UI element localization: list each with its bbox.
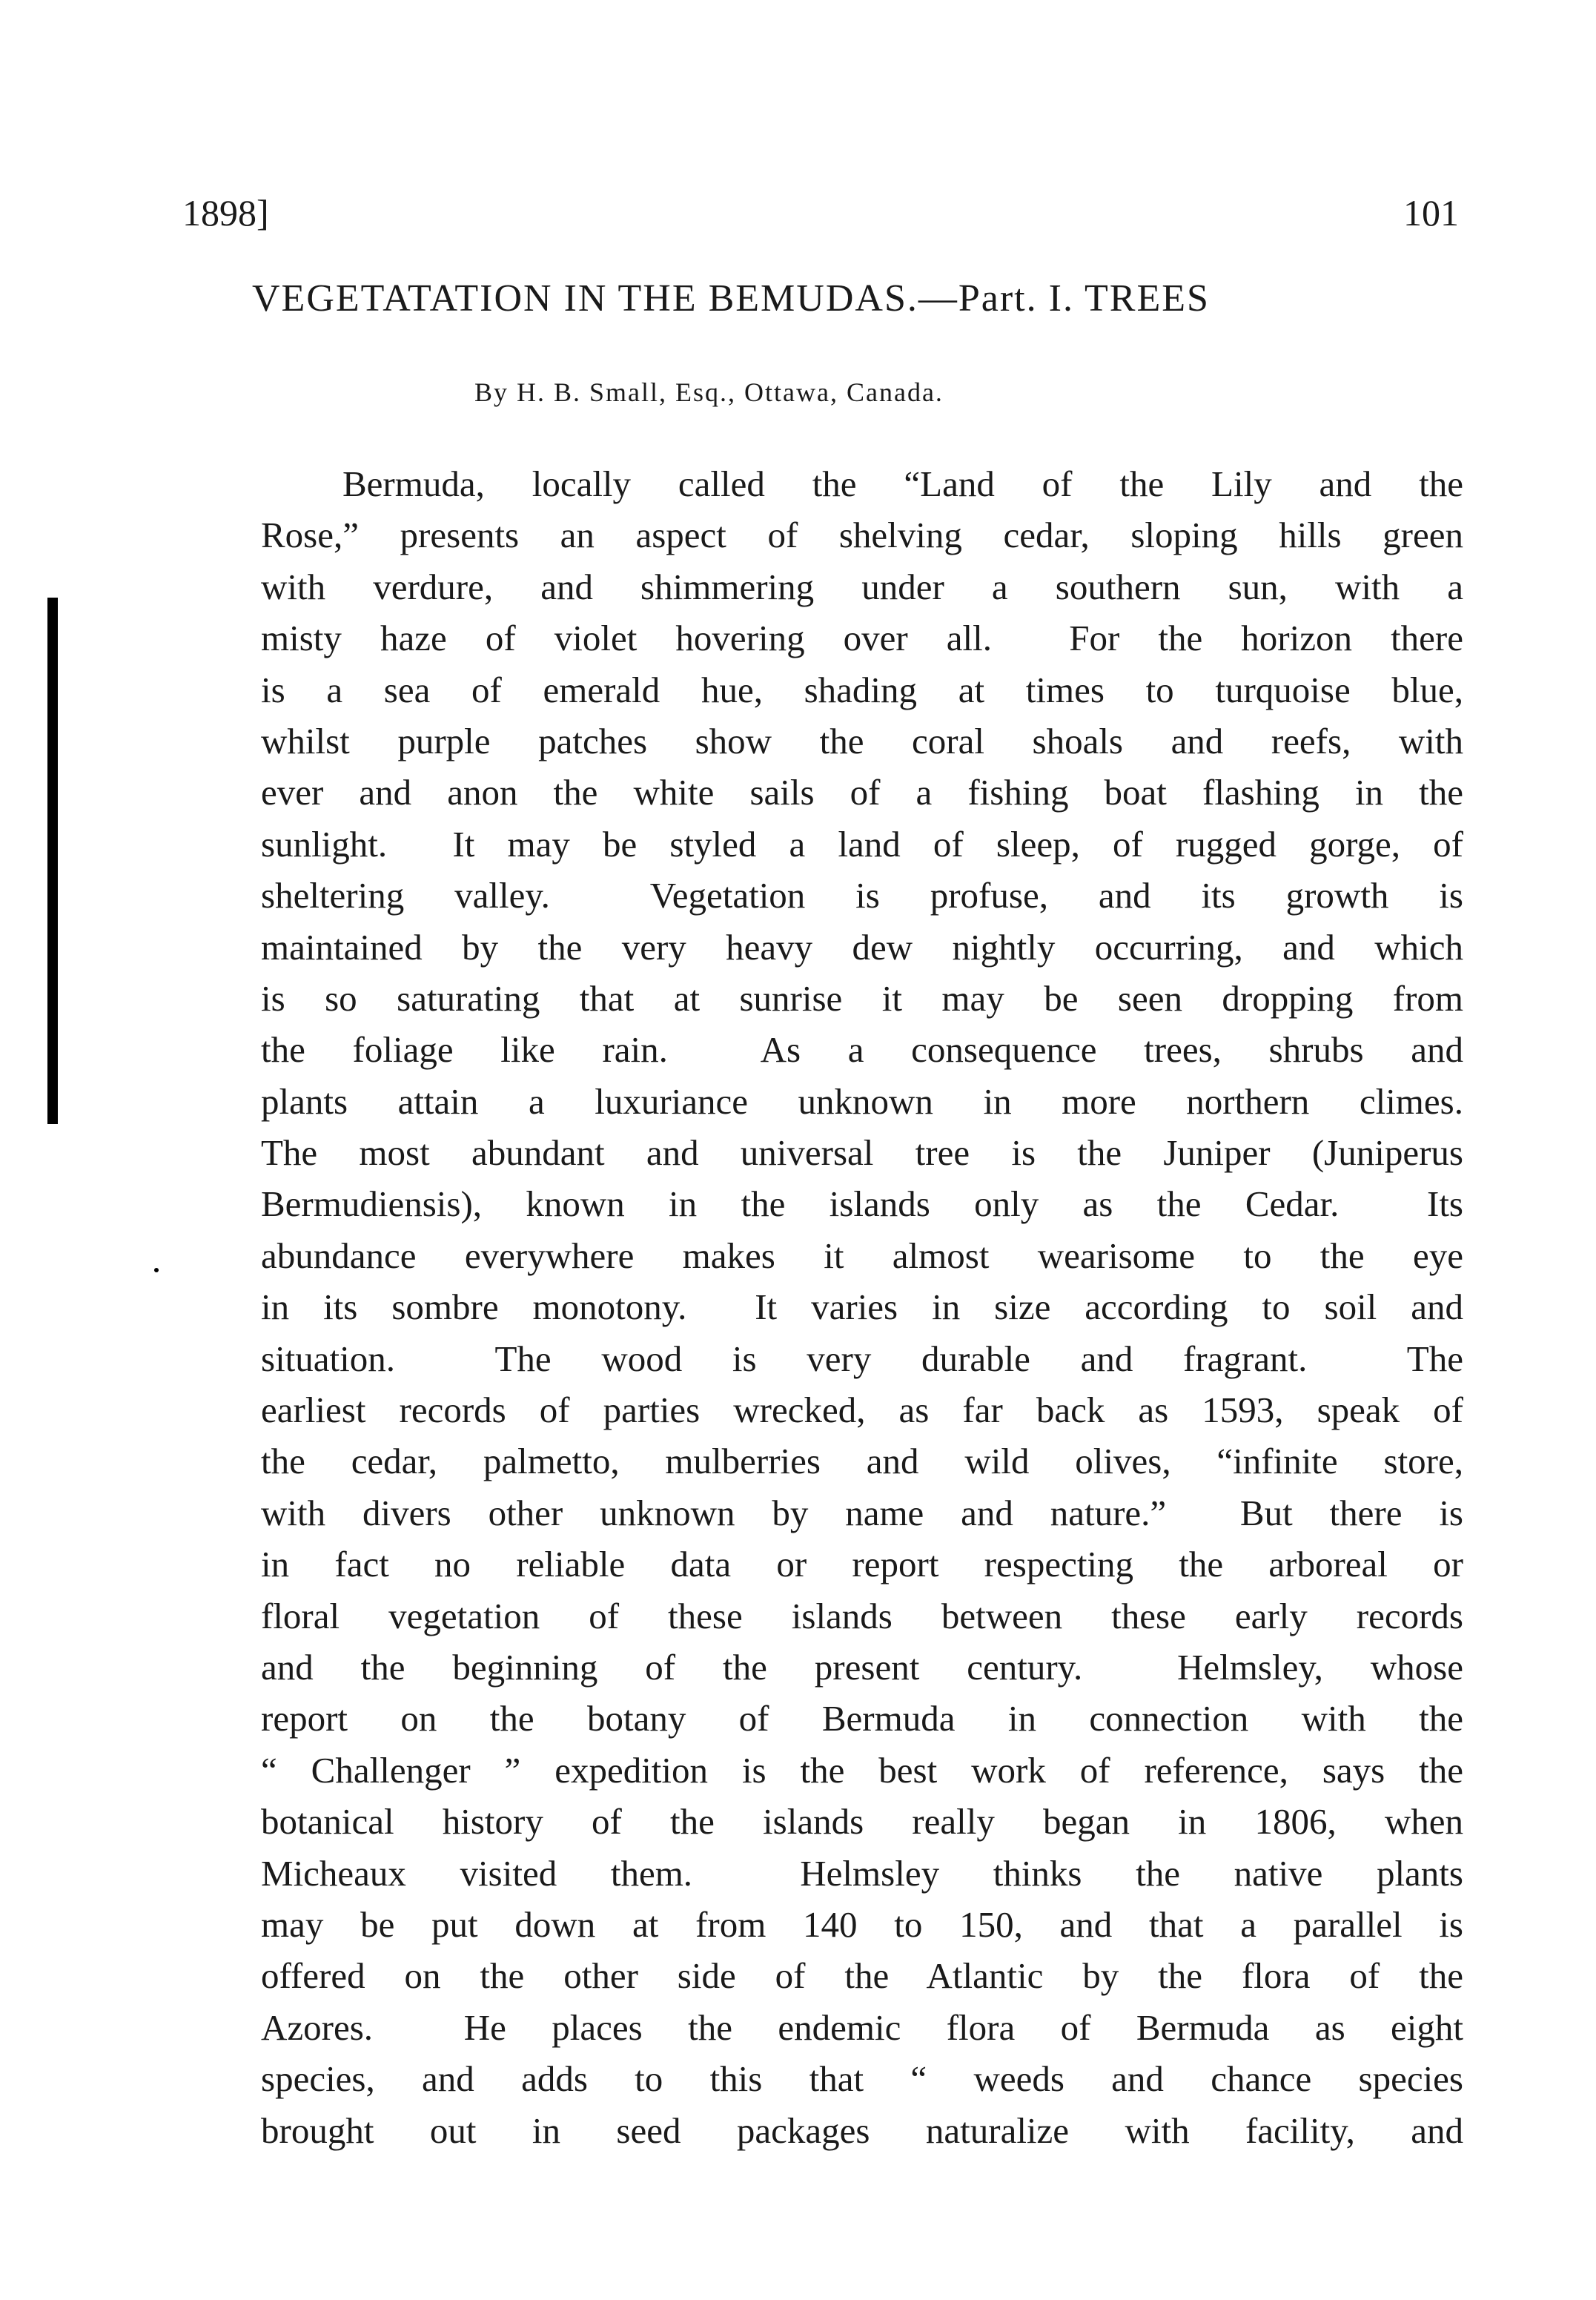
article-title: VEGETATATION IN THE BEMUDAS.—Part. I. TREES — [252, 277, 1210, 320]
text-line: situation. The wood is very durable and fragrant. The — [261, 1338, 1463, 1379]
text-line: Micheaux visited them. Helmsley thinks the native plants — [261, 1852, 1463, 1894]
text-line: report on the botany of Bermuda in connection with the — [261, 1698, 1463, 1739]
text-line: misty haze of violet hovering over all. For the horizon there — [261, 618, 1463, 659]
text-line: species, and adds to this that “ weeds and chance species — [261, 2058, 1463, 2100]
text-line: may be put down at from 140 to 150, and that a parallel is — [261, 1903, 1463, 1945]
article-body — [261, 458, 1463, 2156]
text-line: Azores. He places the endemic flora of Bermuda as eight — [261, 2006, 1463, 2048]
text-line: earliest records of parties wrecked, as far back as 1593, speak of — [261, 1389, 1463, 1431]
text-line: “ Challenger ” expedition is the best work of reference, says the — [261, 1749, 1463, 1791]
text-line: with divers other unknown by name and nature.” But there is — [261, 1492, 1463, 1533]
article-byline: By H. B. Small, Esq., Ottawa, Canada. — [474, 377, 944, 407]
text-line: The most abundant and universal tree is the Juniper (Juniperus — [261, 1132, 1463, 1174]
text-line: is a sea of emerald hue, shading at times to turquoise blue, — [261, 669, 1463, 710]
year-label: 1898] — [182, 192, 269, 234]
text-line: plants attain a luxuriance unknown in more northern climes. — [261, 1080, 1463, 1122]
page-number: 101 — [1403, 192, 1459, 234]
text-line: is so saturating that at sunrise it may be seen dropping from — [261, 977, 1463, 1019]
text-line: floral vegetation of these islands between these early records — [261, 1595, 1463, 1636]
text-line: botanical history of the islands really began in 1806, when — [261, 1801, 1463, 1843]
text-line: ever and anon the white sails of a fishing boat flashing in the — [261, 772, 1463, 813]
text-line: whilst purple patches show the coral shoals and reefs, with — [261, 720, 1463, 761]
text-line: and the beginning of the present century. Helmsley, whose — [261, 1646, 1463, 1688]
text-line: Bermudiensis), known in the islands only as the Cedar. Its — [261, 1183, 1463, 1225]
margin-rule — [47, 602, 58, 1124]
margin-speck — [154, 1268, 159, 1272]
text-line: sunlight. It may be styled a land of sleep, of rugged gorge, of — [261, 823, 1463, 865]
text-line: Rose,” presents an aspect of shelving cedar, sloping hills green — [261, 515, 1463, 556]
text-line: the foliage like rain. As a consequence trees, shrubs and — [261, 1029, 1463, 1071]
text-line: with verdure, and shimmering under a southern sun, with a — [261, 566, 1463, 607]
text-line: abundance everywhere makes it almost wearisome to the eye — [261, 1235, 1463, 1276]
text-line: the cedar, palmetto, mulberries and wild olives, “infinite store, — [261, 1441, 1463, 1482]
text-line: maintained by the very heavy dew nightly occurring, and which — [261, 926, 1463, 968]
text-line: in fact no reliable data or report respecting the arboreal or — [261, 1544, 1463, 1585]
text-line: in its sombre monotony. It varies in size according to soil and — [261, 1286, 1463, 1328]
text-line: offered on the other side of the Atlantic by the flora of the — [261, 1955, 1463, 1997]
text-line: brought out in seed packages naturalize with facility, and — [261, 2109, 1463, 2151]
text-line: sheltering valley. Vegetation is profuse, and its growth is — [261, 875, 1463, 916]
text-line: Bermuda, locally called the “Land of the Lily and the — [342, 463, 1463, 504]
running-head — [182, 187, 1459, 239]
